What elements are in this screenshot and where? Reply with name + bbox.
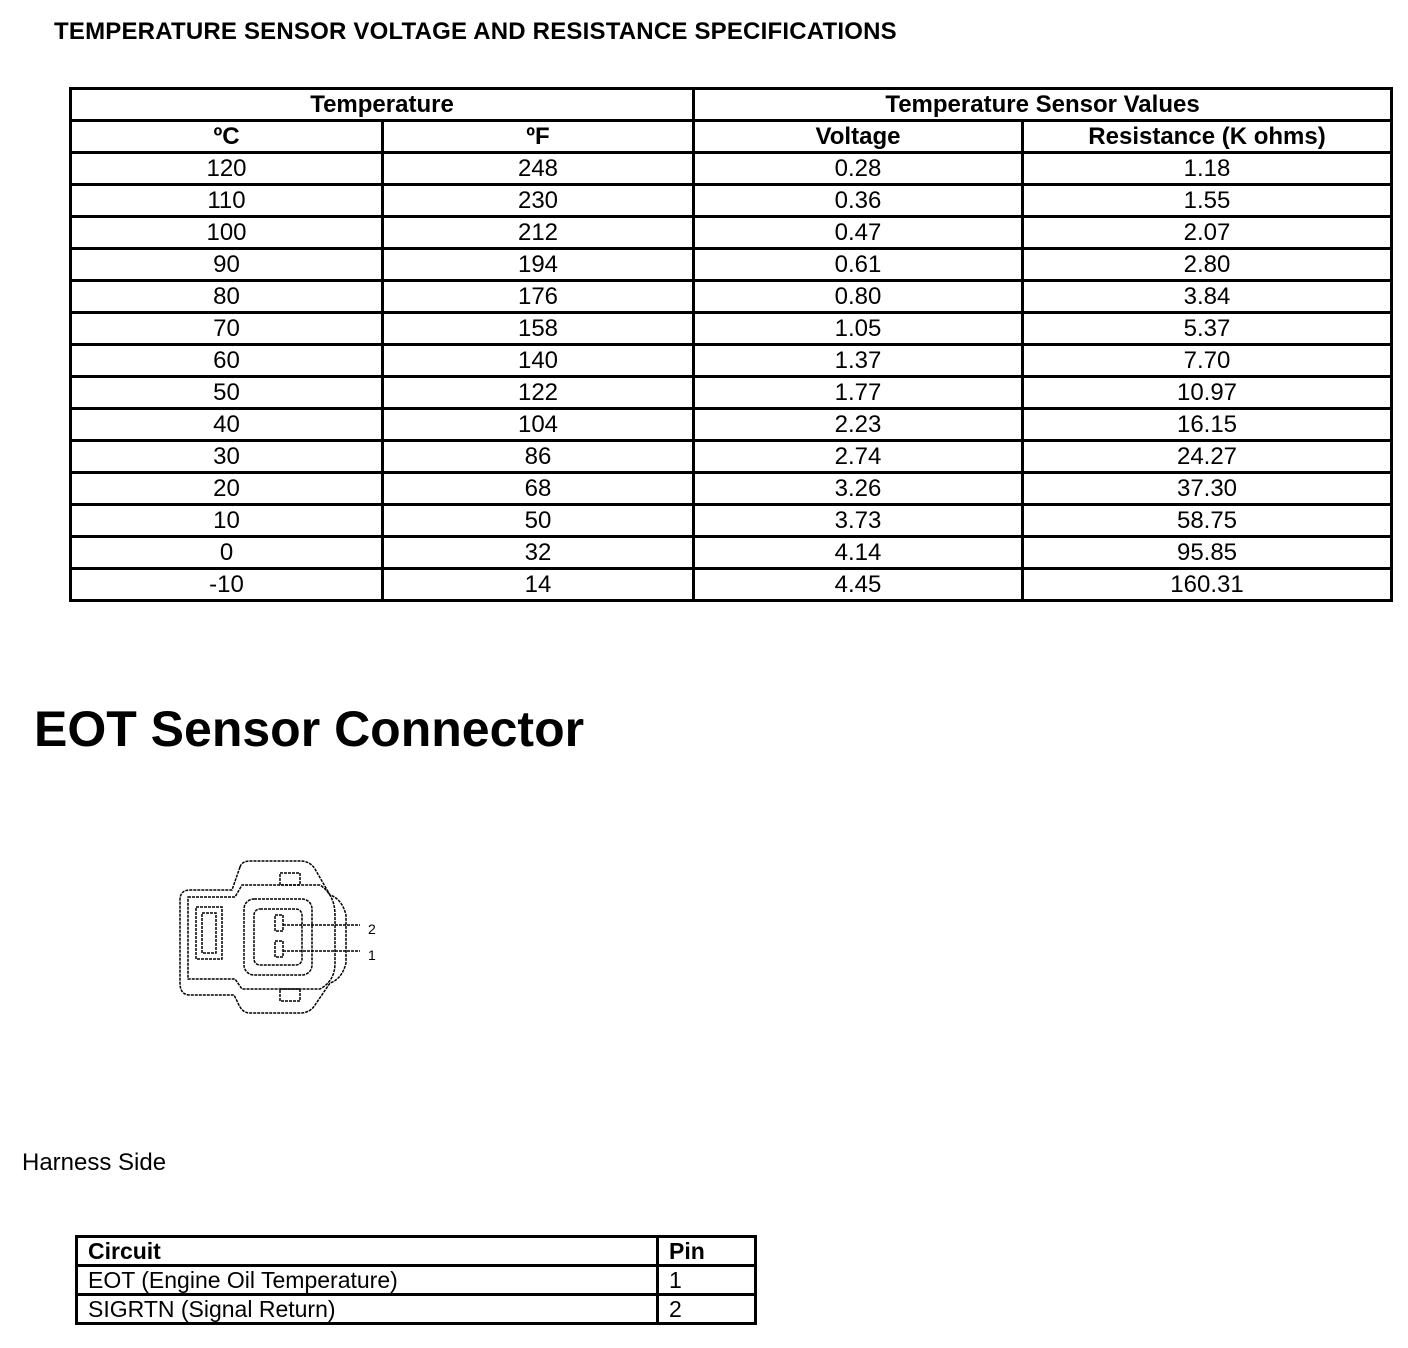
pin-label-1: 1 [368,947,376,963]
celsius-cell: 30 [71,441,383,473]
resistance-cell: 3.84 [1023,281,1392,313]
table-row [71,217,1392,249]
fahrenheit-cell: 194 [383,249,694,281]
column-header-fahrenheit: ºF [383,121,694,153]
resistance-cell: 58.75 [1023,505,1392,537]
celsius-cell: 10 [71,505,383,537]
column-header-circuit: Circuit [77,1237,658,1266]
voltage-cell: 0.36 [694,185,1023,217]
table-row [71,441,1392,473]
temperature-spec-table [69,87,1393,602]
voltage-cell: 4.14 [694,537,1023,569]
resistance-cell: 1.55 [1023,185,1392,217]
celsius-cell: 120 [71,153,383,185]
connector-heading: EOT Sensor Connector [34,701,585,757]
group-header-temperature: Temperature [71,89,694,121]
table-row [77,1295,756,1324]
resistance-cell: 95.85 [1023,537,1392,569]
column-header-celsius: ºC [71,121,383,153]
table-row [77,1266,756,1295]
circuit-cell: EOT (Engine Oil Temperature) [77,1266,658,1295]
table-row [71,345,1392,377]
table-row [71,185,1392,217]
resistance-cell: 1.18 [1023,153,1392,185]
voltage-cell: 1.37 [694,345,1023,377]
table-row [71,473,1392,505]
voltage-cell: 3.26 [694,473,1023,505]
resistance-cell: 37.30 [1023,473,1392,505]
table-row [71,153,1392,185]
celsius-cell: 40 [71,409,383,441]
table-row [71,569,1392,601]
circuit-cell: SIGRTN (Signal Return) [77,1295,658,1324]
fahrenheit-cell: 50 [383,505,694,537]
table-row [71,377,1392,409]
table-row [71,505,1392,537]
fahrenheit-cell: 32 [383,537,694,569]
voltage-cell: 0.80 [694,281,1023,313]
fahrenheit-cell: 158 [383,313,694,345]
column-header-voltage: Voltage [694,121,1023,153]
document-title: TEMPERATURE SENSOR VOLTAGE AND RESISTANCE SPECIFICATIONS [54,18,897,45]
fahrenheit-cell: 122 [383,377,694,409]
resistance-cell: 2.80 [1023,249,1392,281]
fahrenheit-cell: 140 [383,345,694,377]
group-header-sensor-values: Temperature Sensor Values [694,89,1392,121]
celsius-cell: 50 [71,377,383,409]
celsius-cell: 110 [71,185,383,217]
table-row [71,409,1392,441]
resistance-cell: 2.07 [1023,217,1392,249]
fahrenheit-cell: 68 [383,473,694,505]
table-row [71,313,1392,345]
celsius-cell: 90 [71,249,383,281]
celsius-cell: 60 [71,345,383,377]
harness-side-label: Harness Side [22,1149,167,1176]
fahrenheit-cell: 104 [383,409,694,441]
celsius-cell: 0 [71,537,383,569]
voltage-cell: 1.77 [694,377,1023,409]
voltage-cell: 0.28 [694,153,1023,185]
connector-diagram [170,855,390,1025]
pin-cell: 2 [658,1295,756,1324]
fahrenheit-cell: 230 [383,185,694,217]
voltage-cell: 4.45 [694,569,1023,601]
table-row [71,249,1392,281]
voltage-cell: 0.47 [694,217,1023,249]
voltage-cell: 1.05 [694,313,1023,345]
voltage-cell: 0.61 [694,249,1023,281]
fahrenheit-cell: 86 [383,441,694,473]
resistance-cell: 160.31 [1023,569,1392,601]
resistance-cell: 7.70 [1023,345,1392,377]
pin-cell: 1 [658,1266,756,1295]
resistance-cell: 5.37 [1023,313,1392,345]
celsius-cell: 20 [71,473,383,505]
table-row [71,281,1392,313]
column-header-resistance: Resistance (K ohms) [1023,121,1392,153]
celsius-cell: 100 [71,217,383,249]
voltage-cell: 2.74 [694,441,1023,473]
voltage-cell: 3.73 [694,505,1023,537]
voltage-cell: 2.23 [694,409,1023,441]
fahrenheit-cell: 176 [383,281,694,313]
fahrenheit-cell: 248 [383,153,694,185]
pin-label-2: 2 [368,921,376,937]
table-row [71,537,1392,569]
resistance-cell: 10.97 [1023,377,1392,409]
pin-table [75,1235,757,1325]
celsius-cell: 70 [71,313,383,345]
fahrenheit-cell: 14 [383,569,694,601]
celsius-cell: -10 [71,569,383,601]
fahrenheit-cell: 212 [383,217,694,249]
celsius-cell: 80 [71,281,383,313]
resistance-cell: 24.27 [1023,441,1392,473]
column-header-pin: Pin [658,1237,756,1266]
resistance-cell: 16.15 [1023,409,1392,441]
